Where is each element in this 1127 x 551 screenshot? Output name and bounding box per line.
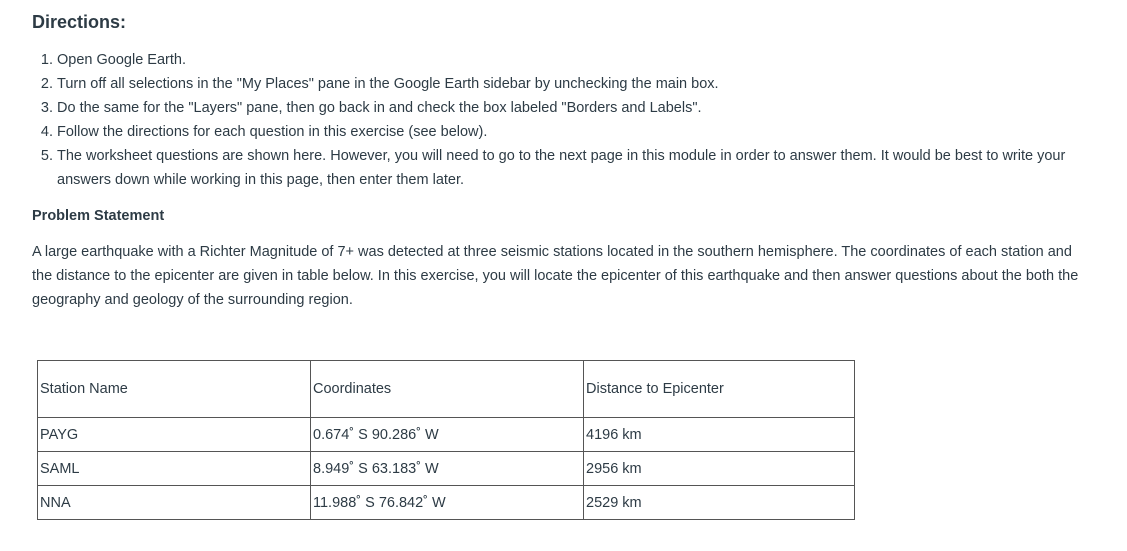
header-station-name: Station Name xyxy=(38,361,311,418)
distance-cell: 4196 km xyxy=(584,418,855,452)
distance-cell: 2529 km xyxy=(584,486,855,520)
direction-step: 3. Do the same for the "Layers" pane, then go back in and check the box labeled "Borders and Labels". xyxy=(57,96,1112,120)
direction-step: 5. The worksheet questions are shown here. However, you will need to go to the next page in this module in order to answer them. It would be best to write your answers down while working in this page, then enter them later. xyxy=(57,144,1112,192)
header-distance: Distance to Epicenter xyxy=(584,361,855,418)
table-row xyxy=(38,486,855,520)
coordinates-cell: 0.674˚ S 90.286˚ W xyxy=(311,418,584,452)
content-area xyxy=(32,10,1112,312)
direction-step: 4. Follow the directions for each question in this exercise (see below). xyxy=(57,120,1112,144)
distance-cell: 2956 km xyxy=(584,452,855,486)
table-header-row xyxy=(38,361,855,418)
direction-step: 2. Turn off all selections in the "My Places" pane in the Google Earth sidebar by unchecking the main box. xyxy=(57,72,1112,96)
stations-table xyxy=(37,360,855,520)
table-row xyxy=(38,452,855,486)
header-coordinates: Coordinates xyxy=(311,361,584,418)
directions-heading: Directions: xyxy=(32,12,127,32)
table-row xyxy=(38,418,855,452)
station-name-cell: PAYG xyxy=(38,418,311,452)
directions-list xyxy=(32,48,1112,192)
problem-statement-heading: Problem Statement xyxy=(32,208,165,224)
station-name-cell: SAML xyxy=(38,452,311,486)
direction-step: 1. Open Google Earth. xyxy=(57,48,1112,72)
coordinates-cell: 8.949˚ S 63.183˚ W xyxy=(311,452,584,486)
problem-statement-text: A large earthquake with a Richter Magnitude of 7+ was detected at three seismic stations located in the southern hemisphere. The coordinates of each station and the distance to the epicenter are given in table below. In this exercise, you will locate the epicenter of this earthquake and then answer questions about the both the geography and geology of the surrounding region. xyxy=(32,244,1079,308)
coordinates-cell: 11.988˚ S 76.842˚ W xyxy=(311,486,584,520)
station-name-cell: NNA xyxy=(38,486,311,520)
